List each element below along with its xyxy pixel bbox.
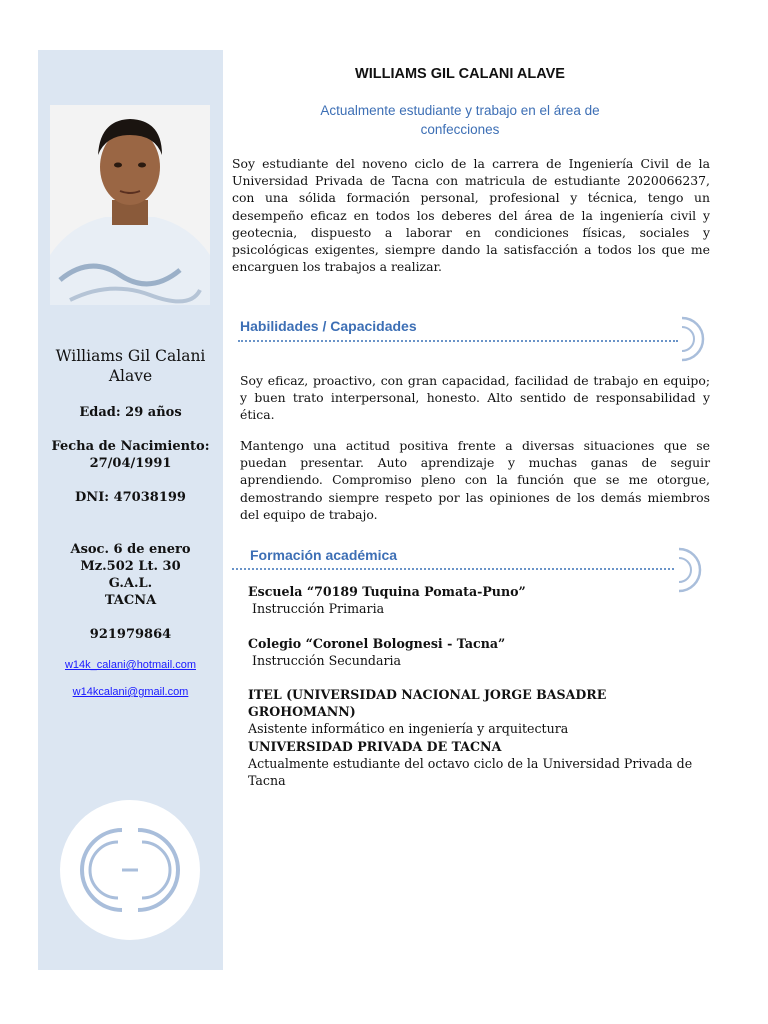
email-link-hotmail[interactable]: w14k_calani@hotmail.com <box>64 659 196 671</box>
skills-paragraph-1: Soy eficaz, proactivo, con gran capacidad, facilidad de trabajo en equipo; y buen trato interpersonal, honesto. Alto sentido de responsabilidad y ética. <box>240 373 710 423</box>
education-divider <box>232 568 674 570</box>
section-arc-icon <box>678 314 710 364</box>
age: Edad: 29 años <box>79 405 182 420</box>
profile-photo <box>50 105 210 305</box>
birth-label: Fecha de Nacimiento: <box>51 439 210 454</box>
education-item-detail: Actualmente estudiante del octavo ciclo de la Universidad Privada de Tacna <box>248 756 693 788</box>
skills-divider <box>238 340 678 342</box>
dni: DNI: 47038199 <box>75 490 186 505</box>
cv-logo-icon <box>60 800 200 940</box>
education-item <box>248 583 718 617</box>
email-link-gmail[interactable]: w14kcalani@gmail.com <box>72 686 189 698</box>
skills-paragraph-2: Mantengo una actitud positiva frente a diversas situaciones que se puedan presentar. Auto aprendizaje y muchas ganas de seguir aprendiendo. Compromiso pleno con la función que se me otorgue, demostrando siempre respeto por las opiniones de los demás miembros del equipo de trabajo. <box>240 438 710 522</box>
page-title: WILLIAMS GIL CALANI ALAVE <box>355 66 565 82</box>
intro-paragraph: Soy estudiante del noveno ciclo de la carrera de Ingeniería Civil de la Universidad Privada de Tacna con matricula de estudiante 2020066237, con una sólida formación personal, profesional y técnica, tengo un desempeño eficaz en todos los deberes del área de la ingeniería civil y geotecnia, dispuesto a laborar en condiciones físicas, sociales y psicológicas exigentes, siempre dando la satisfacción a todos los que me encarguen los trabajos a realizar. <box>232 156 710 275</box>
education-item <box>248 635 718 669</box>
sidebar-name: Williams Gil Calani Alave <box>55 347 206 385</box>
sidebar <box>38 50 223 970</box>
address-line: Asoc. 6 de enero <box>70 542 191 557</box>
skills-heading: Habilidades / Capacidades <box>240 318 417 334</box>
address-line: Mz.502 Lt. 30 <box>80 559 181 574</box>
education-item-detail: Instrucción Primaria <box>248 601 385 616</box>
education-heading: Formación académica <box>250 547 398 563</box>
education-item-title: Escuela “70189 Tuquina Pomata-Puno” <box>248 584 526 599</box>
person-photo-icon <box>50 105 210 305</box>
education-item-detail: Instrucción Secundaria <box>248 653 402 668</box>
page-subtitle: Actualmente estudiante y trabajo en el área de confecciones <box>320 103 600 137</box>
logo-circle <box>60 800 200 940</box>
education-item-title: UNIVERSIDAD PRIVADA DE TACNA <box>248 739 502 754</box>
education-item-title: Colegio “Coronel Bolognesi - Tacna” <box>248 636 506 651</box>
education-item-title: ITEL (UNIVERSIDAD NACIONAL JORGE BASADRE GROHOMANN) <box>248 687 607 719</box>
phone: 921979864 <box>89 627 172 642</box>
address-line: G.A.L. <box>108 576 153 591</box>
birth-date: 27/04/1991 <box>89 456 172 471</box>
address-line: TACNA <box>104 593 157 608</box>
education-item-detail: Asistente informático en ingeniería y arquitectura <box>248 721 569 736</box>
education-item <box>248 686 718 737</box>
education-item <box>248 738 710 789</box>
